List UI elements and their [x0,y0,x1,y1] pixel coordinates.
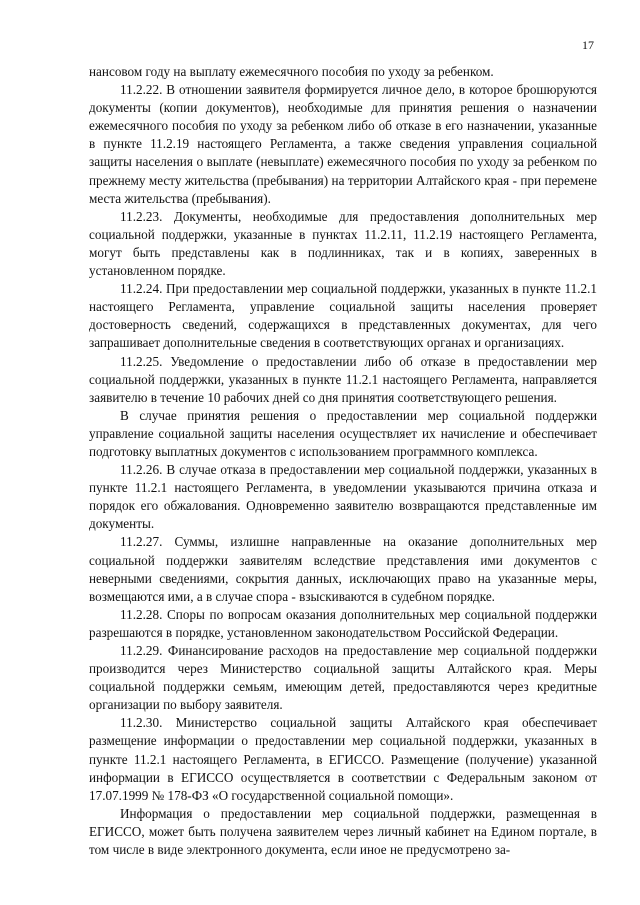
paragraph-11-2-26: 11.2.26. В случае отказа в предоставлении мер социальной поддержки, указанных в пункте 11.2.1 настоящего Регламента, в уведомлении указываются причина отказа и порядок его обжалования. Одновременно заявителю возвращаются представленные им документы. [89,462,597,532]
paragraph-11-2-23: 11.2.23. Документы, необходимые для предоставления дополнительных мер социальной поддержки, указанные в пунктах 11.2.11, 11.2.19 настоящего Регламента, могут быть представлены как в подлинниках, так и в копиях, заверенных в установленном порядке. [89,208,597,279]
document-body [89,63,597,859]
paragraph-11-2-27: 11.2.27. Суммы, излишне направленные на оказание дополнительных мер социальной поддержки заявителям вследствие представления ими документов с неверными сведениями, сокрытия данных, исключающих право на указанные меры, возмещаются ими, а в случае спора - взыскиваются в судебном порядке. [89,534,597,604]
paragraph-11-2-24: 11.2.24. При предоставлении мер социальной поддержки, указанных в пункте 11.2.1 настоящего Регламента, управление социальной защиты населения проверяет достоверность сведений, содержащихся в представленных документах, для чего запрашивает дополнительные сведения в соответствующих органах и организациях. [89,281,597,351]
paragraph-payment-decision: В случае принятия решения о предоставлении мер социальной поддержки управление социальной защиты населения осуществляет их начисление и обеспечивает подготовку выплатных документов с использованием программного комплекса. [89,407,597,459]
paragraph-11-2-29: 11.2.29. Финансирование расходов на предоставление мер социальной поддержки производится через Министерство социальной защиты Алтайского края. Меры социальной поддержки семьям, имеющим детей, предоставляются через кредитные организации по выбору заявителя. [89,643,597,713]
paragraph-continuation: нансовом году на выплату ежемесячного пособия по уходу за ребенком. [89,64,494,79]
page-number: 17 [582,38,594,52]
paragraph-11-2-28: 11.2.28. Споры по вопросам оказания дополнительных мер социальной поддержки разрешаются в порядке, установленном законодательством Российской Федерации. [89,606,597,640]
paragraph-egisso-info: Информация о предоставлении мер социальной поддержки, размещенная в ЕГИССО, может быть получена заявителем через личный кабинет на Едином портале, в том числе в виде электронного документа, если иное не предусмотрено за- [89,805,597,858]
paragraph-11-2-22: 11.2.22. В отношении заявителя формируется личное дело, в которое брошюруются документы (копии документов), необходимые для принятия решения о назначении ежемесячного пособия по уходу за ребенком либо об отказе в его назначении, указанные в пункте 11.2.19 настоящего Регламента, а также сведения управления социальной защиты населения о выплате (невыплате) ежемесячного пособия по уходу за ребенком по прежнему месту жительства (пребывания) на территории Алтайского края - при перемене места жительства (пребывания). [89,82,597,206]
paragraph-11-2-30: 11.2.30. Министерство социальной защиты Алтайского края обеспечивает размещение информации о предоставлении мер социальной поддержки, указанных в пункте 11.2.1 настоящего Регламента, в ЕГИССО. Размещение (получение) указанной информации в ЕГИССО осуществляется в соответствии с Федеральным законом от 17.07.1999 № 178-ФЗ «О государственной социальной помощи». [89,715,597,803]
paragraph-11-2-25: 11.2.25. Уведомление о предоставлении либо об отказе в предоставлении мер социальной поддержки, указанных в пункте 11.2.1 настоящего Регламента, направляется заявителю в течение 10 рабочих дней со дня принятия соответствующего решения. [89,353,597,405]
